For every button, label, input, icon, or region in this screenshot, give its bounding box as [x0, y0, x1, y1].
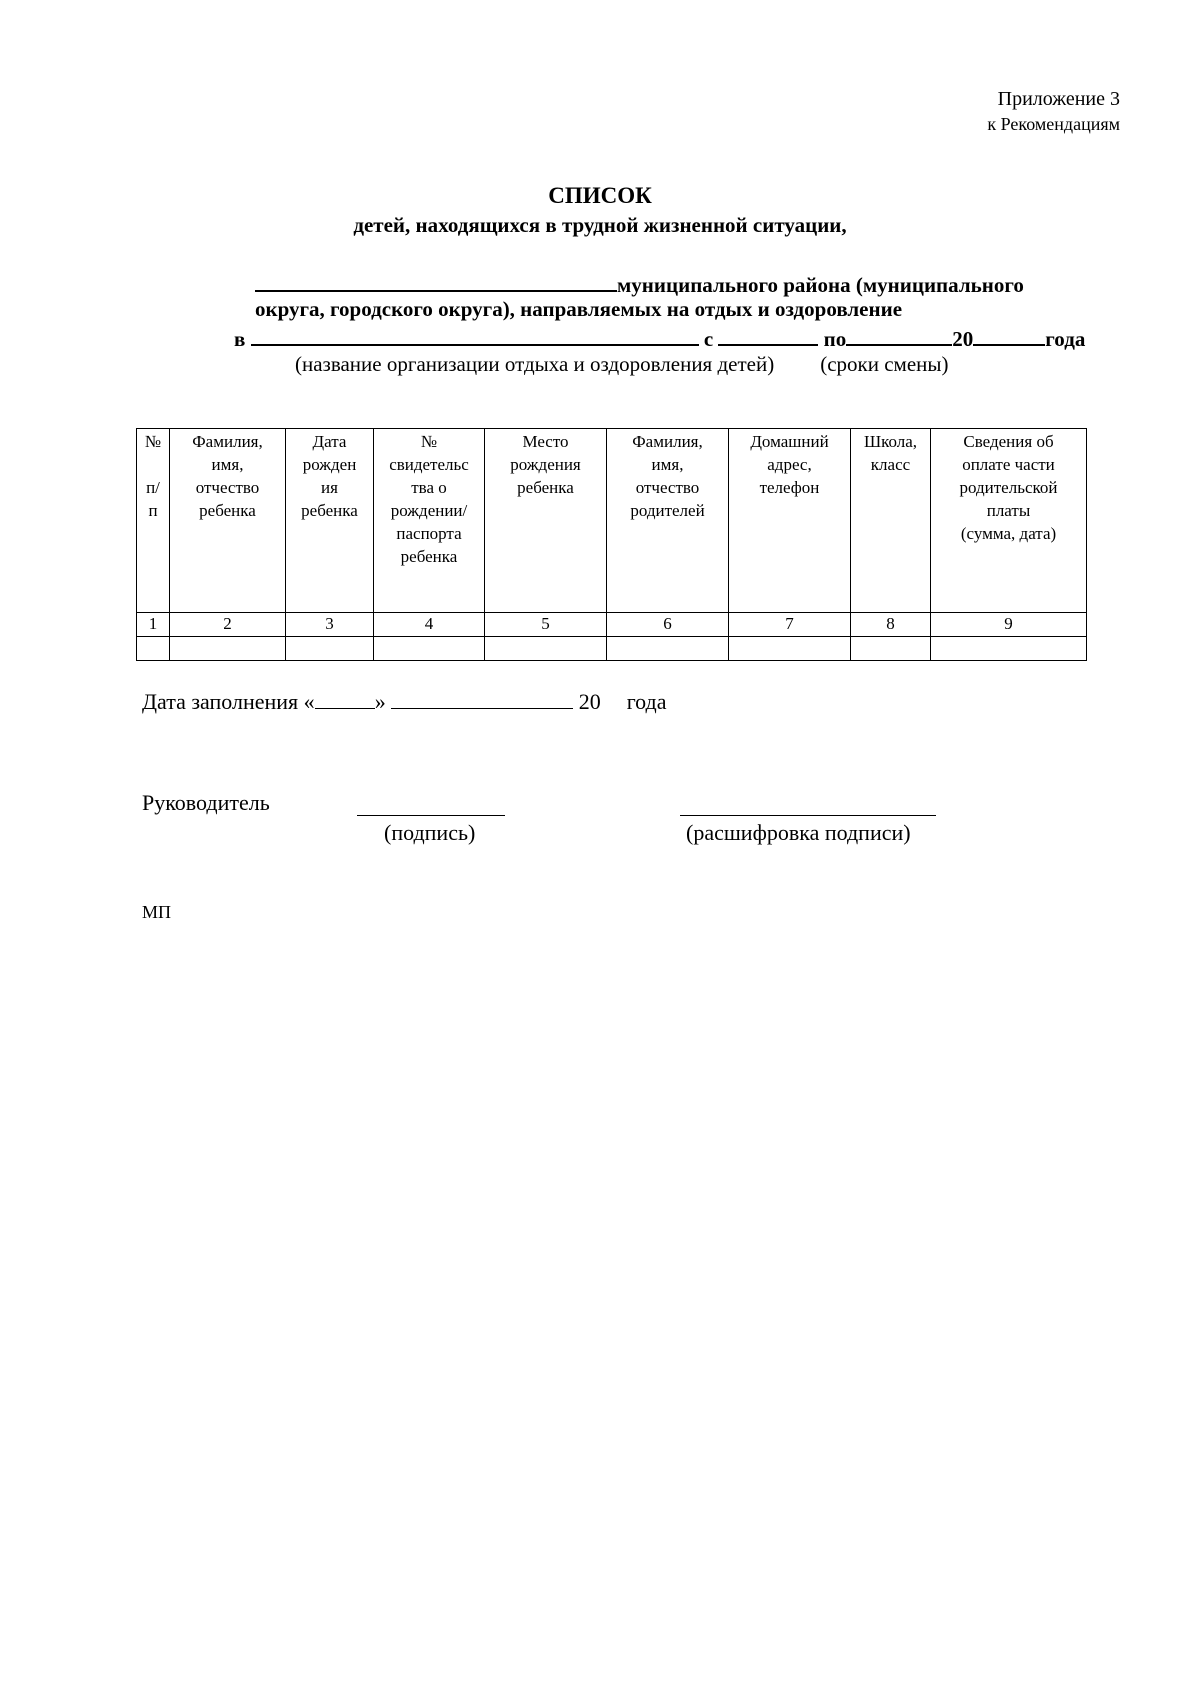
captions-line [295, 352, 949, 377]
header-line: Фамилия, [632, 432, 703, 451]
header-line: паспорта [396, 523, 462, 543]
header-line: платы [986, 500, 1031, 520]
header-line: № [420, 432, 438, 451]
municipal-text: муниципального района (муниципального [617, 273, 1024, 297]
table-cell [729, 637, 851, 661]
header-line: адрес, [767, 454, 812, 474]
until-label: по [823, 327, 847, 351]
day-blank [315, 690, 375, 709]
children-table [136, 428, 1087, 661]
column-number: 9 [931, 613, 1087, 637]
fill-year-word: года [626, 689, 667, 714]
column-number: 5 [485, 613, 607, 637]
signature-line [357, 815, 505, 816]
header-line: класс [870, 454, 911, 474]
header-cell-birthplace [485, 429, 607, 613]
appendix-number: Приложение 3 [997, 88, 1120, 110]
header-line: телефон [759, 477, 820, 497]
signature-decode-line [680, 815, 936, 816]
stamp-place: МП [142, 902, 172, 922]
table-cell [137, 637, 170, 661]
column-number: 6 [607, 613, 729, 637]
header-line: Сведения об [963, 432, 1054, 451]
header-line: № [144, 432, 162, 451]
in-label: в [234, 327, 246, 351]
header-line: (сумма, дата) [960, 523, 1057, 543]
municipality-blank [255, 270, 617, 292]
header-cell-number [137, 429, 170, 613]
signature-decode-caption: (расшифровка подписи) [686, 820, 911, 845]
column-number: 8 [851, 613, 931, 637]
header-line: ия [321, 477, 338, 497]
until-date-blank [846, 324, 952, 346]
header-cell-certificate [374, 429, 485, 613]
municipal-line [255, 270, 1024, 298]
column-number: 3 [286, 613, 374, 637]
header-line: Дата [312, 432, 347, 451]
table-header-row [137, 429, 1087, 613]
table-cell [485, 637, 607, 661]
header-cell-payment [931, 429, 1087, 613]
header-line: п [148, 500, 158, 520]
table-cell [286, 637, 374, 661]
column-number: 1 [137, 613, 170, 637]
table-cell [170, 637, 286, 661]
fill-date-line [142, 689, 667, 715]
header-cell-address [729, 429, 851, 613]
column-number: 2 [170, 613, 286, 637]
year-prefix: 20 [952, 327, 974, 351]
document-title: СПИСОК [548, 183, 652, 208]
table-cell [851, 637, 931, 661]
year-blank [973, 324, 1045, 346]
table-cell [607, 637, 729, 661]
header-line: рождения [510, 454, 581, 474]
caption-organization: (название организации отдыха и оздоровления детей) [295, 352, 775, 376]
column-number: 4 [374, 613, 485, 637]
from-date-blank [718, 324, 818, 346]
header-line: Место [522, 432, 569, 451]
organization-dates-line [234, 324, 1085, 352]
organization-blank [251, 324, 699, 346]
month-blank [391, 690, 573, 709]
caption-terms: (сроки смены) [820, 352, 949, 376]
header-line: ребенка [199, 500, 256, 520]
header-line: тва о [411, 477, 447, 497]
header-line: имя, [211, 454, 244, 474]
header-cell-parents-name [607, 429, 729, 613]
header-line [140, 454, 166, 477]
district-line: округа, городского округа), направляемых на отдых и оздоровление [255, 297, 903, 321]
header-cell-school [851, 429, 931, 613]
header-line: Фамилия, [192, 432, 263, 451]
header-line: рожден [302, 454, 357, 474]
table-cell [931, 637, 1087, 661]
header-line: родительской [959, 477, 1058, 497]
header-cell-birth-date [286, 429, 374, 613]
header-line: отчество [635, 477, 700, 497]
signature-caption: (подпись) [384, 820, 476, 845]
header-line: Школа, [863, 432, 918, 451]
header-line: ребенка [517, 477, 574, 497]
header-line: рождении/ [390, 500, 468, 520]
from-label: с [703, 327, 714, 351]
fill-year-prefix: 20 [578, 689, 601, 714]
header-line: ребенка [301, 500, 358, 520]
year-word: года [1045, 327, 1086, 351]
header-line: свидетельс [389, 454, 469, 474]
table-blank-row [137, 637, 1087, 661]
header-cell-child-name [170, 429, 286, 613]
header-line: Домашний [750, 432, 829, 451]
header-line: имя, [651, 454, 684, 474]
table-column-numbers-row [137, 613, 1087, 637]
header-line: родителей [630, 500, 705, 520]
column-number: 7 [729, 613, 851, 637]
header-line: оплате части [962, 454, 1055, 474]
header-line: ребенка [400, 546, 458, 566]
fill-date-mid: » [374, 689, 386, 714]
header-line: отчество [195, 477, 260, 497]
header-line: п/ [146, 477, 160, 497]
appendix-reference: к Рекомендациям [987, 114, 1120, 134]
table-cell [374, 637, 485, 661]
fill-date-label: Дата заполнения « [142, 689, 315, 714]
document-subtitle: детей, находящихся в трудной жизненной ситуации, [353, 213, 847, 237]
head-label: Руководитель [142, 790, 270, 815]
